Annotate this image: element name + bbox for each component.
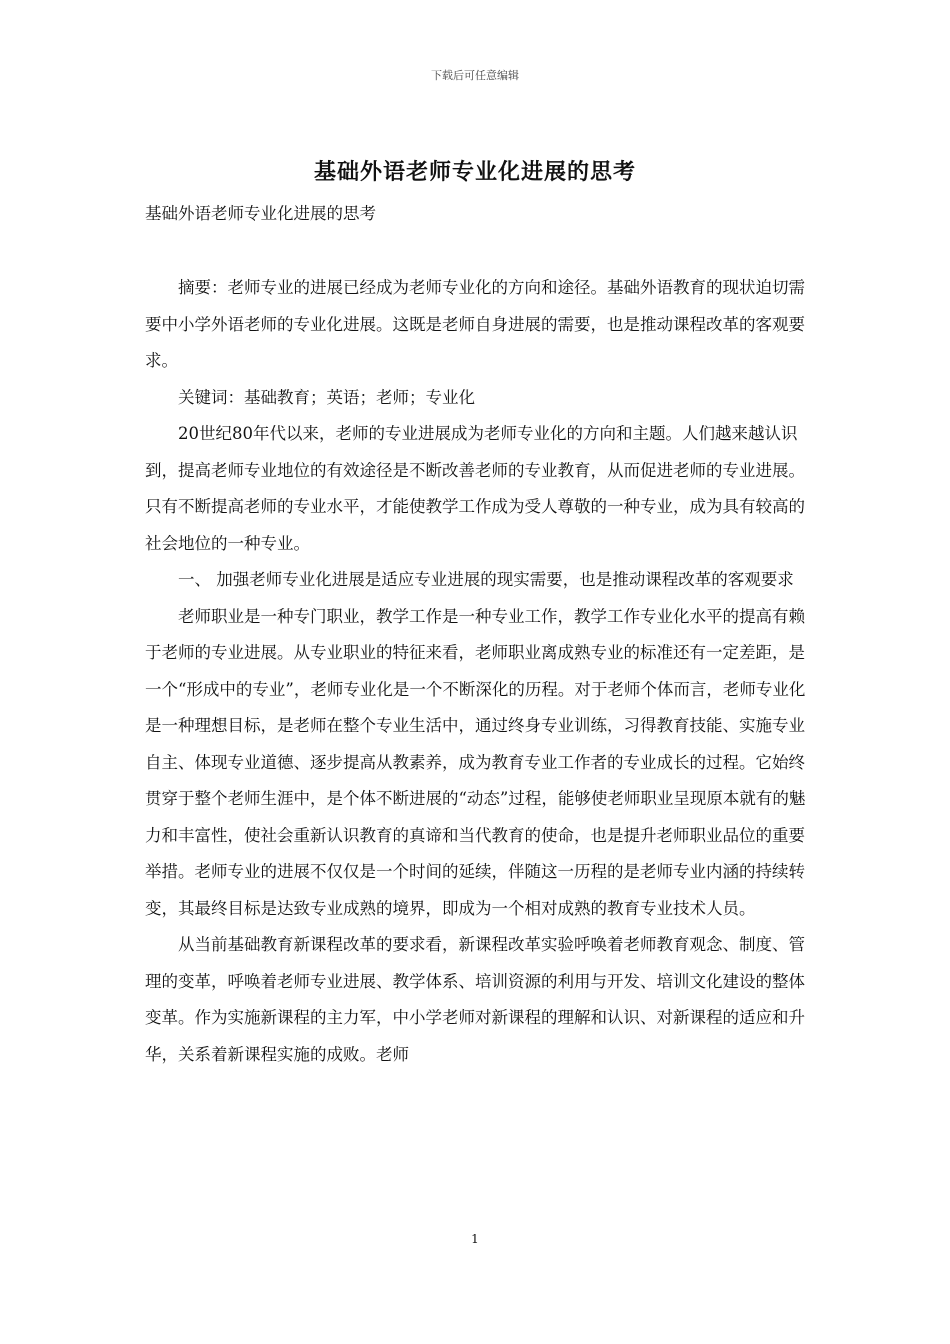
page-header: 下载后可任意编辑 — [431, 69, 519, 82]
body-paragraph-1: 20世纪80年代以来，老师的专业进展成为老师专业化的方向和主题。人们越来越认识到，提高老师专业地位的有效途径是不断改善老师的专业教育，从而促进老师的专业进展。只有不断提高老师的专业水平，才能使教学工作成为受人尊敬的一种专业，成为具有较高的社会地位的一种专业。 — [145, 424, 805, 553]
body-paragraph-3: 从当前基础教育新课程改革的要求看，新课程改革实验呼唤着老师教育观念、制度、管理的变革，呼唤着老师专业进展、教学体系、培训资源的利用与开发、培训文化建设的整体变革。作为实施新课程的主力军，中小学老师对新课程的理解和认识、对新课程的适应和升华，关系着新课程实施的成败。老师 — [145, 935, 805, 1064]
body-paragraph-2: 老师职业是一种专门职业，教学工作是一种专业工作，教学工作专业化水平的提高有赖于老师的专业进展。从专业职业的特征来看，老师职业离成熟专业的标准还有一定差距，是一个“形成中的专业”，老师专业化是一个不断深化的历程。对于老师个体而言，老师专业化是一种理想目标，是老师在整个专业生活中，通过终身专业训练，习得教育技能、实施专业自主、体现专业道德、逐步提高从教素养，成为教育专业工作者的专业成长的过程。它始终贯穿于整个老师生涯中，是个体不断进展的“动态”过程，能够使老师职业呈现原本就有的魅力和丰富性，使社会重新认识教育的真谛和当代教育的使命，也是提升老师职业品位的重要举措。老师专业的进展不仅仅是一个时间的延续，伴随这一历程的是老师专业内涵的持续转变，其最终目标是达致专业成熟的境界，即成为一个相对成熟的教育专业技术人员。 — [145, 606, 806, 918]
document-title: 基础外语老师专业化进展的思考 — [313, 159, 636, 185]
document-body — [145, 270, 810, 1073]
page-number: 1 — [471, 1232, 479, 1246]
document-subtitle: 基础外语老师专业化进展的思考 — [145, 204, 376, 223]
abstract-paragraph: 摘要：老师专业的进展已经成为老师专业化的方向和途径。基础外语教育的现状迫切需要中小学外语老师的专业化进展。这既是老师自身进展的需要，也是推动课程改革的客观要求。 — [145, 278, 805, 370]
keywords-paragraph: 关键词：基础教育；英语；老师；专业化 — [178, 387, 475, 407]
section-heading-1: 一、 加强老师专业化进展是适应专业进展的现实需要，也是推动课程改革的客观要求 — [178, 570, 794, 589]
